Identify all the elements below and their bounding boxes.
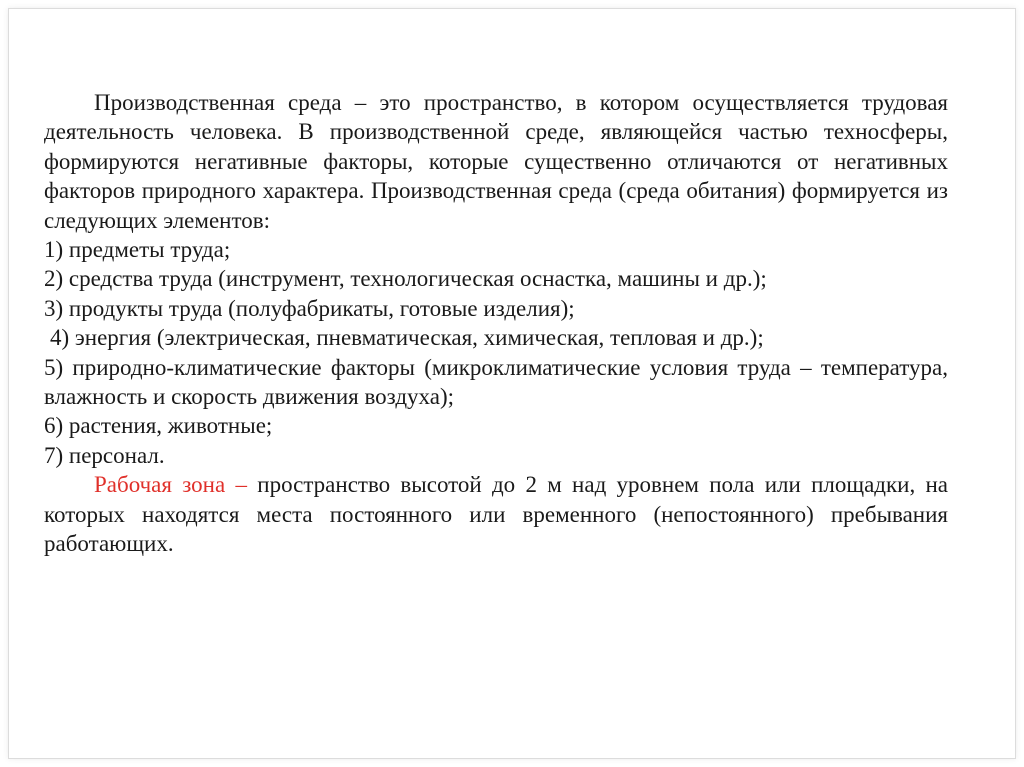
list-item-6: 6) растения, животные; (44, 413, 273, 439)
list-item-7: 7) персонал. (44, 442, 165, 468)
list-item-5: 5) природно-климатические факторы (микроклиматические условия труда – температура, влажность и скорость движения воздуха); (44, 354, 948, 410)
list-item-3: 3) продукты труда (полуфабрикаты, готовые изделия); (44, 295, 575, 321)
list-item-4: 4) энергия (электрическая, пневматическая, химическая, тепловая и др.); (50, 325, 764, 351)
intro-paragraph: Производственная среда – это пространство, в котором осуществляется трудовая деятельность человека. В производственной среде, являющейся частью техносферы, формируются негативные факторы, которые существенно отличаются от негативных факторов природного характера. Производственная среда (среда обитания) формируется из следующих элементов: (44, 90, 948, 233)
list-item-2: 2) средства труда (инструмент, технологическая оснастка, машины и др.); (44, 266, 767, 292)
text-block (44, 88, 948, 559)
definition-paragraph (44, 470, 948, 558)
definition-term: Рабочая зона – (94, 472, 247, 498)
definition-text: пространство высотой до 2 м над уровнем пола или площадки, на которых находятся места постоянного или временного (непостоянного) пребывания работающих. (44, 472, 948, 557)
list-item-1: 1) предметы труда; (44, 237, 231, 263)
